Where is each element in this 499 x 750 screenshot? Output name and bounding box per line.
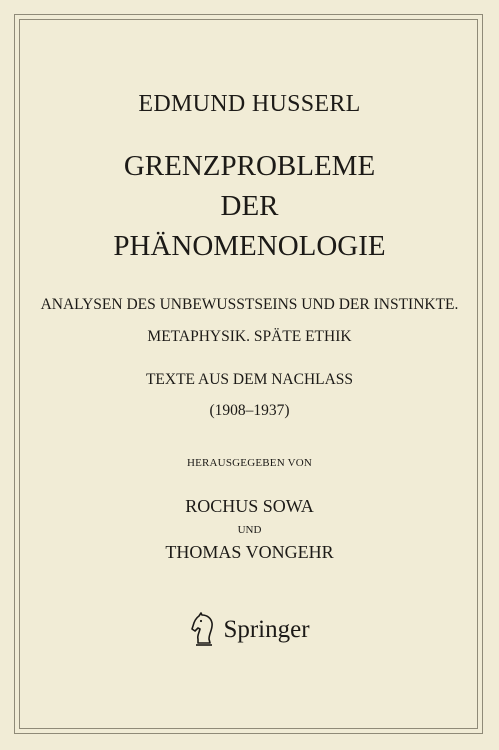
publisher-name: Springer xyxy=(223,615,310,643)
chess-knight-icon xyxy=(189,612,217,646)
series-note: TEXTE AUS DEM NACHLASS xyxy=(145,371,354,388)
title-line-1: GRENZPROBLEME xyxy=(123,150,376,182)
subtitle-line-2: METAPHYSIK. SPÄTE ETHIK xyxy=(147,328,352,345)
editors-conjunction: UND xyxy=(237,524,262,536)
subtitle-line-1: ANALYSEN DES UNBEWUSSTSEINS UND DER INSTINKTE. xyxy=(40,296,459,313)
editor-2: THOMAS VONGEHR xyxy=(165,542,334,562)
title-line-2: DER xyxy=(220,190,279,222)
title-line-3: PHÄNOMENOLOGIE xyxy=(113,230,386,262)
editors-label: HERAUSGEGEBEN VON xyxy=(186,457,313,469)
author-name: EDMUND HUSSERL xyxy=(138,91,361,117)
editor-1: ROCHUS SOWA xyxy=(185,496,314,516)
year-range: (1908–1937) xyxy=(209,402,290,419)
publisher-logo xyxy=(0,612,499,646)
